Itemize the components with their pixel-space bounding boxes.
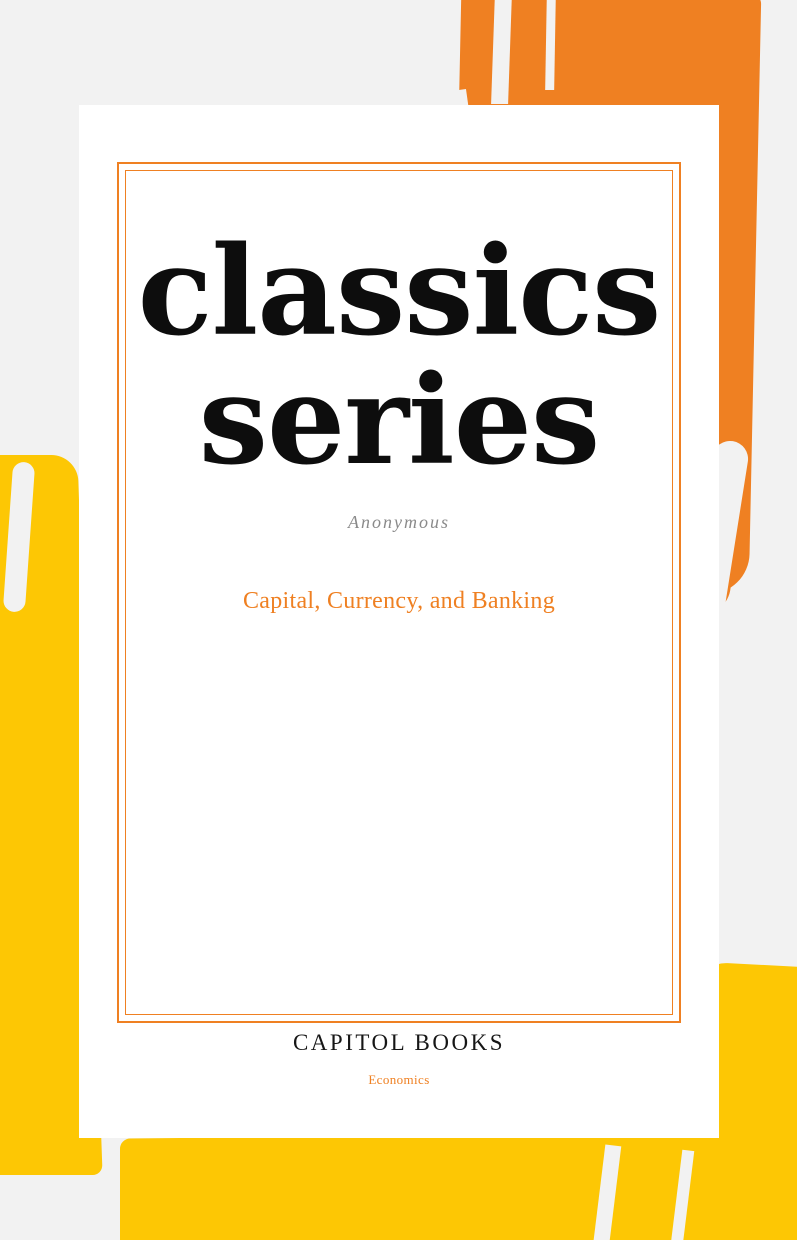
cover-title-block — [119, 220, 679, 615]
cover-border-frame — [117, 162, 681, 1023]
book-cover — [79, 105, 719, 1138]
book-subtitle: Capital, Currency, and Banking — [242, 587, 556, 614]
yellow-brush-stroke-bottom — [120, 1131, 797, 1240]
orange-brush-gap — [545, 0, 556, 90]
book-author: Anonymous — [348, 511, 450, 532]
publisher-name: CAPITOL BOOKS — [292, 1030, 506, 1055]
book-title-line-2: series — [198, 348, 600, 493]
book-title-line-1: classics — [137, 220, 661, 364]
cover-footer — [79, 1030, 719, 1088]
book-category: Economics — [368, 1072, 430, 1087]
